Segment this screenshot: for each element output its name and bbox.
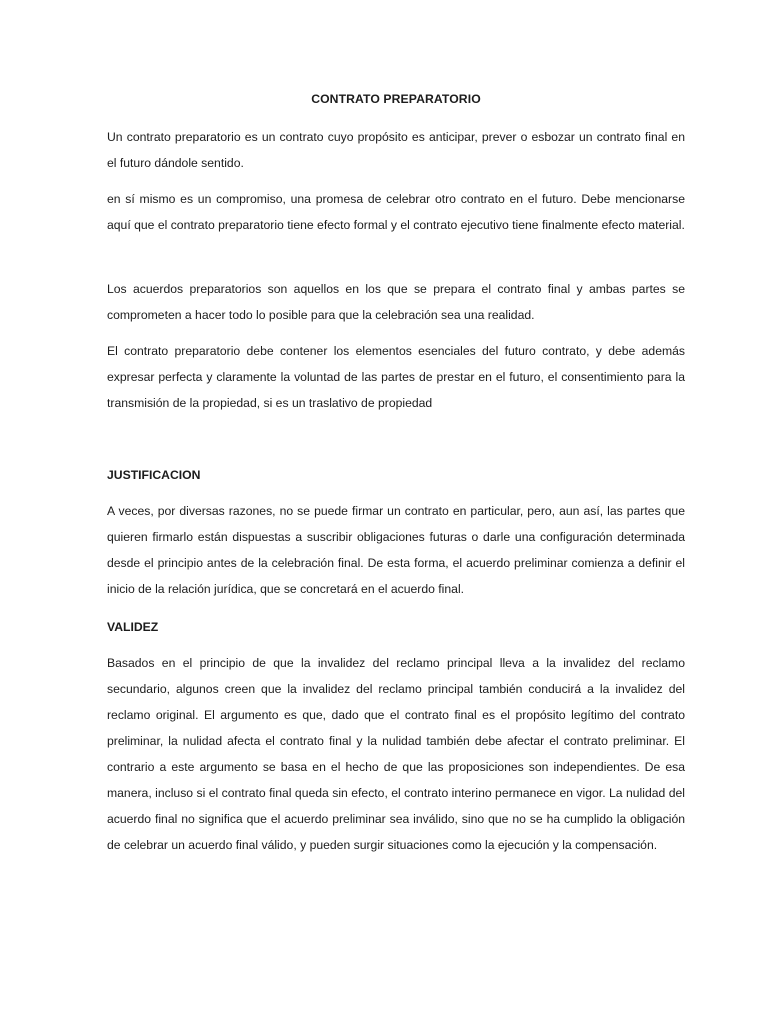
intro-paragraph-3: Los acuerdos preparatorios son aquellos en los que se prepara el contrato final y ambas partes se comprometen a hacer todo lo posible para que la celebración sea una realidad. — [107, 282, 685, 322]
document-title: CONTRATO PREPARATORIO — [311, 92, 481, 106]
justificacion-heading: JUSTIFICACION — [107, 468, 201, 482]
intro-paragraph-1: Un contrato preparatorio es un contrato cuyo propósito es anticipar, prever o esbozar un contrato final en el futuro dándole sentido. — [107, 130, 685, 170]
intro-paragraph-2: en sí mismo es un compromiso, una promesa de celebrar otro contrato en el futuro. Debe mencionarse aquí que el contrato preparatorio tiene efecto formal y el contrato ejecutivo tiene finalmente efecto material. — [107, 192, 685, 232]
intro-paragraph-4: El contrato preparatorio debe contener los elementos esenciales del futuro contrato, y debe además expresar perfecta y claramente la voluntad de las partes de prestar en el futuro, el consentimiento para la transmisión de la propiedad, si es un traslativo de propiedad — [107, 344, 685, 410]
validez-heading: VALIDEZ — [107, 620, 159, 634]
document-page — [107, 0, 685, 1024]
justificacion-paragraph: A veces, por diversas razones, no se puede firmar un contrato en particular, pero, aun así, las partes que quieren firmarlo están dispuestas a suscribir obligaciones futuras o darle una configuración determinada desde el principio antes de la celebración final. De esta forma, el acuerdo preliminar comienza a definir el inicio de la relación jurídica, que se concretará en el acuerdo final. — [107, 504, 685, 596]
validez-paragraph: Basados en el principio de que la invalidez del reclamo principal lleva a la invalidez del reclamo secundario, algunos creen que la invalidez del reclamo principal también conducirá a la invalidez del reclamo original. El argumento es que, dado que el contrato final es el propósito legítimo del contrato preliminar, la nulidad afecta el contrato final y la nulidad también debe afectar el contrato preliminar. El contrario a este argumento se basa en el hecho de que las proposiciones son independientes. De esa manera, incluso si el contrato final queda sin efecto, el contrato interino permanece en vigor. La nulidad del acuerdo final no significa que el acuerdo preliminar sea inválido, sino que no se ha cumplido la obligación de celebrar un acuerdo final válido, y pueden surgir situaciones como la ejecución y la compensación. — [107, 656, 685, 852]
